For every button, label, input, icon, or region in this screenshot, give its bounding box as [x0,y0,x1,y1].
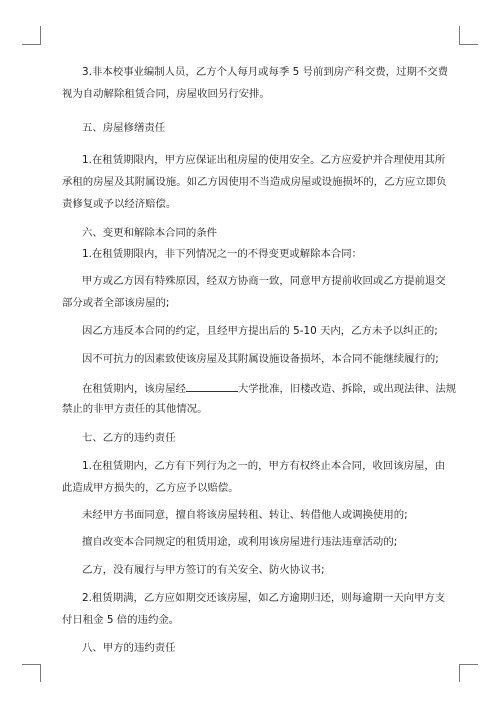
paragraph-line: 2.租赁期满，乙方应如期交还该房屋，如乙方逾期归还，则每逾期一天向甲方支 [82,592,446,604]
crop-mark-bottom-right-h [459,664,478,665]
crop-mark-top-right-h [459,44,478,45]
paragraph-line: 承租的房屋及其附属设施。如乙方因使用不当造成房屋或设施损坏的，乙方应立即负 [62,176,447,188]
paragraph-line: 擅自改变本合同规定的租赁用途，或利用该房屋进行违法违章活动的; [82,536,398,548]
crop-mark-top-right-v [459,26,460,44]
paragraph-line: 甲方或乙方因有特殊原因，经双方协商一致，同意甲方提前收回或乙方提前退交 [82,275,446,287]
crop-mark-top-left-h [22,44,41,45]
paragraph-line: 未经甲方书面同意，擅自将该房屋转租、转让、转借他人或调换使用的; [82,509,408,521]
paragraph-line: 3.非本校事业编制人员，乙方个人每月或每季 5 号前到房产科交费，过期不交费 [82,66,449,78]
crop-mark-bottom-right-v [459,664,460,682]
section-heading: 八、甲方的违约责任 [82,642,176,654]
paragraph-line: 部分或者全部该房屋的; [62,297,170,309]
paragraph-line: 因乙方违反本合同的约定，且经甲方提出后的 5-10 天内，乙方未予以纠正的; [82,325,438,337]
fill-in-blank [186,381,238,392]
text-segment: 在租赁期内，该房屋经 [82,383,186,395]
crop-mark-bottom-left-h [22,664,41,665]
section-heading: 六、变更和解除本合同的条件 [82,227,218,239]
paragraph-line: 1.在租赁期内，乙方有下列行为之一的，甲方有权终止本合同，收回该房屋，由 [82,460,446,472]
section-heading: 五、房屋修缮责任 [82,122,166,134]
text-segment: 大学批准，旧楼改造、拆除，或出现法律、法规 [237,383,457,395]
section-heading: 七、乙方的违约责任 [82,432,176,444]
paragraph-line: 因不可抗力的因素致使该房屋及其附属设施设备损坏，本合同不能继续履行的; [82,353,439,365]
crop-mark-bottom-left-v [40,664,41,682]
paragraph-line: 视为自动解除租赁合同，房屋收回另行安排。 [62,88,270,100]
paragraph-line: 责修复或予以经济赔偿。 [62,198,177,210]
crop-mark-top-left-v [40,26,41,44]
paragraph-line: 乙方，没有履行与甲方签订的有关安全、防火协议书; [82,564,325,576]
paragraph-line: 1.在租赁期限内，非下列情况之一的不得变更或解除本合同： [82,248,363,260]
paragraph-line: 付日租金 5 倍的违约金。 [62,614,180,626]
paragraph-line: 禁止的非甲方责任的其他情况。 [62,403,208,415]
paragraph-line: 此造成甲方损失的，乙方应予以赔偿。 [62,482,239,494]
paragraph-line [82,381,456,394]
paragraph-line: 1.在租赁期限内，甲方应保证出租房屋的使用安全。乙方应爱护并合理使用其所 [82,154,446,166]
